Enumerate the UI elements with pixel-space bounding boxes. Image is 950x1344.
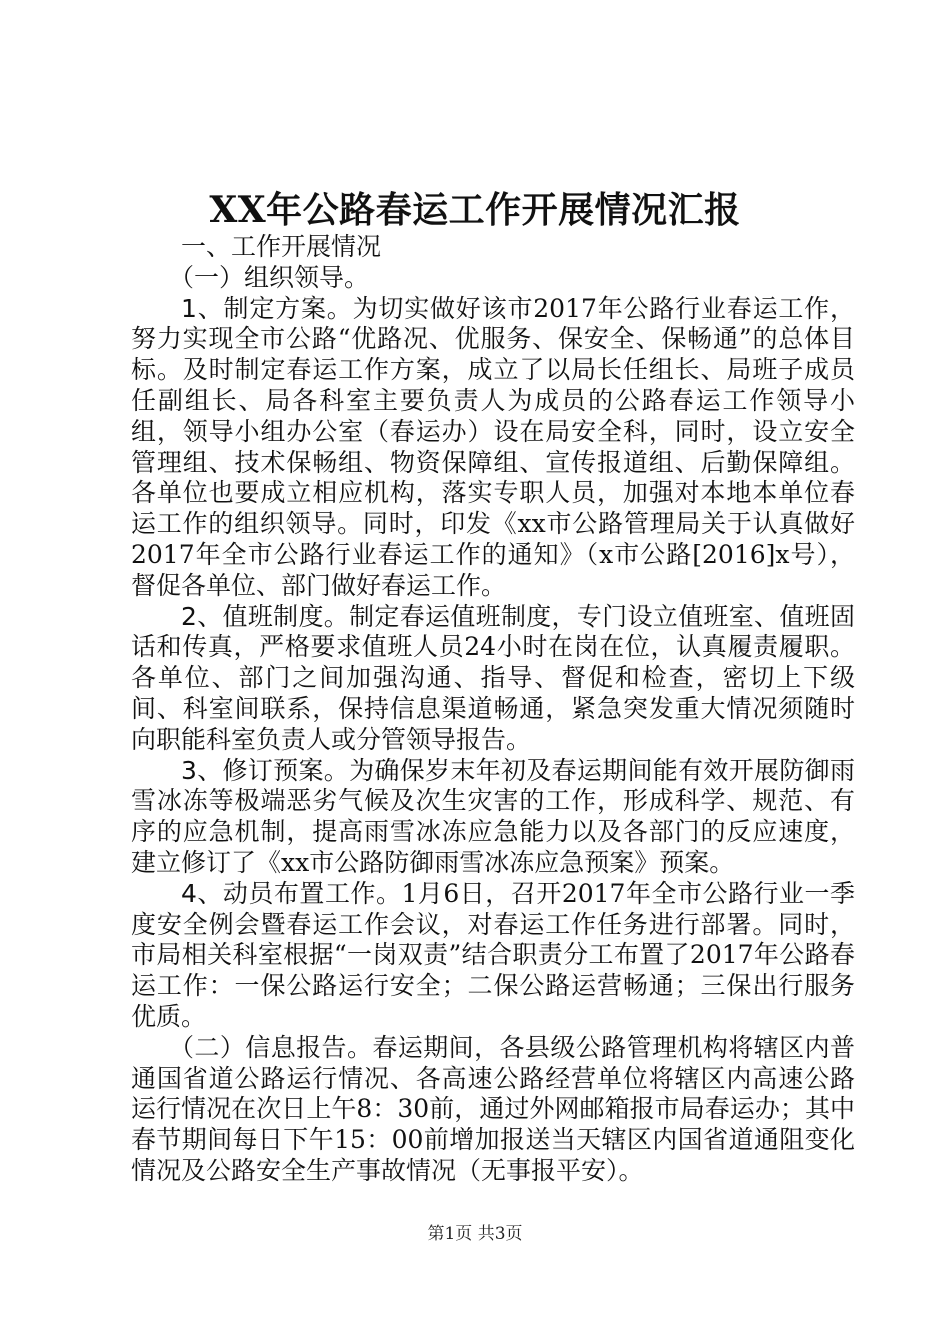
paragraph-text: 制定春运值班制度，专门设立值班室、值班固话和传真，严格要求值班人员24小时在岗在位，认真履责履职。各单位、部门之间加强沟通、指导、督促和检查，密切上下级间、科室间联系，保持信息渠道畅通，紧急突发重大情况须随时向职能科室负责人或分管领导报告。 <box>131 601 855 754</box>
subsection-heading: （一）组织领导。 <box>169 262 370 292</box>
paragraph-text: 为确保岁末年初及春运期间能有效开展防御雨雪冰冻等极端恶劣气候及次生灾害的工作，形成科学、规范、有序的应急机制，提高雨雪冰冻应急能力以及各部门的反应速度，建立修订了《xx市公路防御雨雪冰冻应急预案》预案。 <box>131 755 855 877</box>
document-title: XX年公路春运工作开展情况汇报 <box>209 189 741 231</box>
paragraph-lead: 1、制定方案。 <box>181 293 353 323</box>
document-body <box>131 232 855 1187</box>
paragraph-lead: 3、修订预案。 <box>181 755 350 785</box>
page-footer: 第1页 共3页 <box>427 1224 523 1244</box>
paragraph-mobilization <box>131 879 855 1033</box>
paragraph-duty <box>131 602 855 756</box>
paragraph-text: 1月6日，召开2017年全市公路行业一季度安全例会暨春运工作会议，对春运工作任务进行部署。同时，市局相关科室根据“一岗双责”结合职责分工布置了2017年公路春运工作：一保公路运行安全；二保公路运营畅通；三保出行服务优质。 <box>131 878 855 1031</box>
paragraph-lead: 2、值班制度。 <box>181 601 350 631</box>
paragraph-plan <box>131 294 855 602</box>
paragraph-text: 为切实做好该市2017年公路行业春运工作，努力实现全市公路“优路况、优服务、保安全、保畅通”的总体目标。及时制定春运工作方案，成立了以局长任组长、局班子成员任副组长、局各科室主要负责人为成员的公路春运工作领导小组，领导小组办公室（春运办）设在局安全科，同时，设立安全管理组、技术保畅组、物资保障组、宣传报道组、后勤保障组。各单位也要成立相应机构，落实专职人员，加强对本地本单位春运工作的组织领导。同时，印发《xx市公路管理局关于认真做好2017年全市公路行业春运工作的通知》（x市公路[2016]x号），督促各单位、部门做好春运工作。 <box>131 293 855 600</box>
paragraph-lead: （二）信息报告。 <box>169 1032 373 1062</box>
paragraph-lead: 4、动员布置工作。 <box>181 878 402 908</box>
section-heading: 一、工作开展情况 <box>181 232 382 261</box>
paragraph-info-report <box>131 1033 855 1187</box>
paragraph-text: 春运期间，各县级公路管理机构将辖区内普通国省道公路运行情况、各高速公路经营单位将辖区内高速公路运行情况在次日上午8：30前，通过外网邮箱报市局春运办；其中春节期间每日下午15：00前增加报送当天辖区内国省道通阻变化情况及公路安全生产事故情况（无事报平安）。 <box>131 1032 855 1185</box>
paragraph-plan-revision <box>131 756 855 879</box>
